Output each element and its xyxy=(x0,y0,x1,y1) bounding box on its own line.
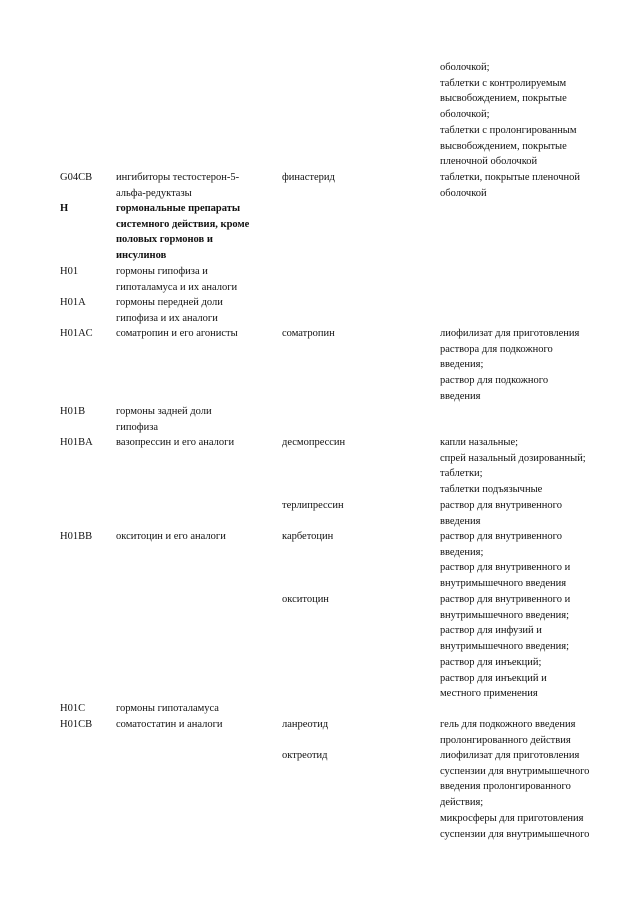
dosage-form-line: таблетки, покрытые пленочной xyxy=(440,172,581,183)
dosage-form-line: пленочной оболочкой xyxy=(440,156,538,168)
dosage-form-line: оболочкой; xyxy=(440,62,490,73)
dosage-form-line: спрей назальный дозированный; xyxy=(440,452,586,464)
group-name-line: гормоны гипофиза и xyxy=(116,266,208,277)
atc-code: H01C xyxy=(60,703,86,714)
dosage-form-line: лиофилизат для приготовления xyxy=(440,328,580,339)
atc-code-cell xyxy=(60,529,114,545)
drug-name: карбетоцин xyxy=(282,531,334,542)
group-name-cell xyxy=(116,529,278,545)
dosage-form-line: суспензии для внутримышечного xyxy=(440,765,590,777)
dosage-form-cell xyxy=(440,435,620,498)
drug-name: соматропин xyxy=(282,328,335,339)
drug-name-cell xyxy=(282,326,432,342)
dosage-form-line: раствор для внутривенного и xyxy=(440,562,571,574)
group-name-line: вазопрессин и его аналоги xyxy=(116,437,235,448)
group-name-cell xyxy=(116,717,278,733)
dosage-form-line: внутримышечного введения xyxy=(440,578,567,590)
group-name-line: соматропин и его агонисты xyxy=(116,328,238,339)
dosage-form-cell xyxy=(440,529,620,592)
drug-name: октреотид xyxy=(282,750,328,761)
dosage-form-line: лиофилизат для приготовления xyxy=(440,750,580,761)
atc-code-cell xyxy=(60,326,114,342)
dosage-form-line: введения xyxy=(440,515,481,527)
dosage-form-line: действия; xyxy=(440,797,484,809)
group-name-line: альфа-редуктазы xyxy=(116,187,192,199)
atc-code: H01BB xyxy=(60,531,93,542)
drug-name: окситоцин xyxy=(282,594,329,605)
group-name-line: гормональные препараты xyxy=(116,203,241,214)
atc-code-cell xyxy=(60,435,114,451)
drug-name-cell xyxy=(282,170,432,186)
dosage-form-cell xyxy=(440,592,620,702)
dosage-form-line: таблетки; xyxy=(440,468,483,480)
group-name-line: ингибиторы тестостерон-5- xyxy=(116,172,240,183)
group-name-line: половых гормонов и xyxy=(116,234,213,246)
drug-name-cell xyxy=(282,717,432,733)
group-name-line: гормоны передней доли xyxy=(116,297,223,308)
dosage-form-line: раствора для подкожного xyxy=(440,343,553,355)
group-name-line: инсулинов xyxy=(116,250,167,262)
dosage-form-line: раствор для инъекций; xyxy=(440,656,542,668)
dosage-form-line: введения; xyxy=(440,359,484,371)
dosage-form-line: оболочкой; xyxy=(440,109,490,121)
dosage-form-line: внутримышечного введения; xyxy=(440,641,570,653)
drug-name-cell xyxy=(282,435,432,451)
atc-code: G04CB xyxy=(60,172,93,183)
dosage-form-cell xyxy=(440,748,620,842)
dosage-form-line: раствор для подкожного xyxy=(440,375,549,387)
dosage-form-line: раствор для внутривенного xyxy=(440,500,562,511)
group-name-cell xyxy=(116,326,278,342)
group-name-line: гипофиза и их аналоги xyxy=(116,312,218,324)
atc-code-cell xyxy=(60,264,114,280)
atc-code-cell xyxy=(60,201,114,217)
dosage-form-line: высвобождением, покрытые xyxy=(440,93,567,105)
group-name-line: системного действия, кроме xyxy=(116,218,250,230)
atc-code-cell xyxy=(60,404,114,420)
group-name-line: гипоталамуса и их аналоги xyxy=(116,281,238,293)
drug-name-cell xyxy=(282,529,432,545)
dosage-form-line: введения пролонгированного xyxy=(440,781,571,793)
atc-code-cell xyxy=(60,717,114,733)
group-name-cell xyxy=(116,170,278,201)
drug-name-cell xyxy=(282,748,432,764)
group-name-cell xyxy=(116,201,278,264)
dosage-form-line: таблетки подъязычные xyxy=(440,484,543,496)
dosage-form-line: внутримышечного введения; xyxy=(440,609,570,621)
group-name-line: соматостатин и аналоги xyxy=(116,719,223,730)
atc-code: H01 xyxy=(60,266,79,277)
dosage-form-line: таблетки с пролонгированным xyxy=(440,124,577,136)
dosage-form-cell xyxy=(440,717,620,748)
atc-code: H01AC xyxy=(60,328,93,339)
dosage-form-line: высвобождением, покрытые xyxy=(440,140,567,152)
drug-name: финастерид xyxy=(282,172,335,183)
dosage-form-line: оболочкой xyxy=(440,187,487,199)
atc-code-cell xyxy=(60,295,114,311)
dosage-form-line: местного применения xyxy=(440,688,538,700)
group-name-cell xyxy=(116,264,278,295)
dosage-form-line: введения xyxy=(440,390,481,402)
drug-name: ланреотид xyxy=(282,719,329,730)
dosage-form-line: таблетки с контролируемым xyxy=(440,77,567,89)
group-name-line: окситоцин и его аналоги xyxy=(116,531,226,542)
group-name-cell xyxy=(116,404,278,435)
group-name-cell xyxy=(116,295,278,326)
drug-name-cell xyxy=(282,498,432,514)
group-name-line: гормоны задней доли xyxy=(116,406,212,417)
drug-name-cell xyxy=(282,592,432,608)
atc-code-cell xyxy=(60,170,114,186)
group-name-line: гипофиза xyxy=(116,421,159,433)
dosage-form-line: раствор для инъекций и xyxy=(440,672,547,684)
dosage-form-line: раствор для инфузий и xyxy=(440,625,542,637)
dosage-form-line: раствор для внутривенного и xyxy=(440,594,571,605)
dosage-form-cell xyxy=(440,498,620,529)
drug-name: десмопрессин xyxy=(282,437,346,448)
atc-code-cell xyxy=(60,701,114,717)
group-name-line: гормоны гипоталамуса xyxy=(116,703,219,714)
dosage-form-line: суспензии для внутримышечного xyxy=(440,828,590,840)
dosage-form-cell xyxy=(440,326,620,405)
group-name-cell xyxy=(116,435,278,451)
atc-code: H xyxy=(60,203,69,214)
dosage-form-line: раствор для внутривенного xyxy=(440,531,562,542)
dosage-form-cell xyxy=(440,60,620,170)
drug-name: терлипрессин xyxy=(282,500,344,511)
atc-code: H01A xyxy=(60,297,86,308)
atc-code: H01B xyxy=(60,406,86,417)
group-name-cell xyxy=(116,701,278,717)
dosage-form-line: пролонгированного действия xyxy=(440,734,571,746)
atc-code: H01BA xyxy=(60,437,93,448)
dosage-form-line: введения; xyxy=(440,546,484,558)
atc-code: H01CB xyxy=(60,719,93,730)
dosage-form-line: гель для подкожного введения xyxy=(440,719,576,730)
dosage-form-line: микросферы для приготовления xyxy=(440,812,584,824)
dosage-form-cell xyxy=(440,170,620,201)
dosage-form-line: капли назальные; xyxy=(440,437,519,448)
